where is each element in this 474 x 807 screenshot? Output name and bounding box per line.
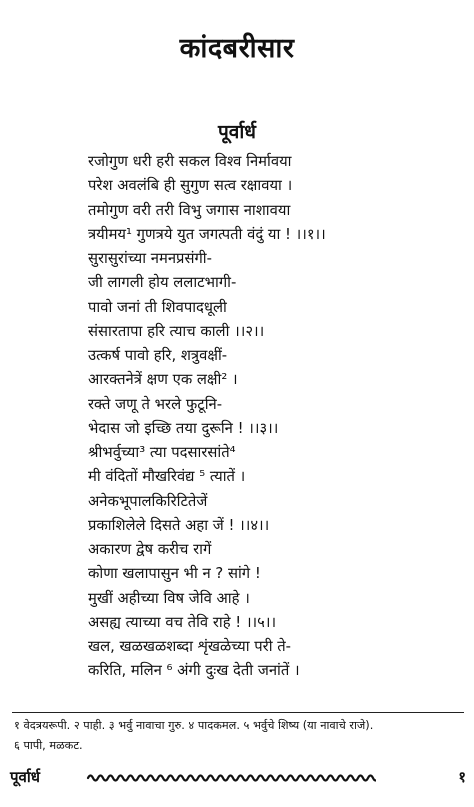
footnote-divider (12, 712, 464, 713)
poem-line: मुखीं अहीच्या विष जेवि आहे । (88, 589, 250, 607)
poem-line: त्रयीमय¹ गुणत्रये युत जगत्पती वंदुं या ! ।।१।। (88, 225, 326, 243)
poem-text (88, 150, 458, 684)
poem-line: उत्कर्ष पावो हरि, शत्रुवक्षीं- (88, 347, 228, 364)
poem-line: परेश अवलंबि ही सुगुण सत्व रक्षावया । (88, 177, 293, 195)
poem-line: करिति, मलिन ⁶ अंगी दुःख देती जनांतें । (88, 662, 300, 680)
poem-line: खल, खळखळशब्दा शृंखळेच्या परी ते- (88, 638, 292, 655)
footnotes (14, 716, 464, 756)
poem-line: पावो जनां ती शिवपादधूली (88, 298, 227, 316)
poem-line: श्रीभर्वुच्या³ त्या पदसारसांते⁴ (88, 444, 236, 461)
poem-line: अनेकभूपालकिरिटितेजें (88, 492, 208, 510)
page-number: १ (458, 768, 466, 786)
poem-line: तमोगुण वरी तरी विभु जगास नाशावया (88, 201, 291, 219)
footnote-line: १ वेदत्रयरूपी. २ पाही. ३ भर्वु नावाचा गुरु. ४ पादकमल. ५ भर्वुचे शिष्य (या नावाचे राजे). (14, 719, 374, 732)
poem-line: मी वंदितों मौखरिवंद्य ⁵ त्यातें । (88, 468, 246, 486)
poem-line: प्रकाशिलेले दिसते अहा जें ! ।।४।। (88, 516, 270, 534)
poem-line: जी लागली होय ललाटभागी- (88, 274, 237, 292)
page-footer (10, 767, 468, 791)
footnote-line: ६ पापी, मळकट. (14, 739, 83, 752)
wavy-ornament (86, 771, 376, 785)
poem-line: संसारतापा हरि त्याच काली ।।२।। (88, 322, 265, 340)
poem-line: सुरासुरांच्या नमनप्रसंगी- (88, 250, 212, 267)
section-heading: पूर्वार्ध (218, 121, 256, 143)
book-title: कांदबरीसार (179, 33, 295, 64)
poem-line: कोणा खलापासुन भी न ? सांगे ! (88, 565, 261, 583)
poem-line: आरक्तनेत्रें क्षण एक लक्षी² । (88, 371, 238, 389)
poem-line: रक्ते जणू ते भरले फुटूनि- (88, 395, 223, 413)
poem-line: रजोगुण धरी हरी सकल विश्व निर्मावया (88, 153, 292, 170)
poem-line: अकारण द्वेष करीच रागें (88, 541, 212, 558)
poem-line: असह्य त्याच्या वच तेवि राहे ! ।।५।। (88, 613, 277, 631)
poem-line: भेदास जो इच्छि तया दुरूनि ! ।।३।। (88, 419, 279, 437)
footer-section-label: पूर्वार्ध (10, 768, 40, 786)
